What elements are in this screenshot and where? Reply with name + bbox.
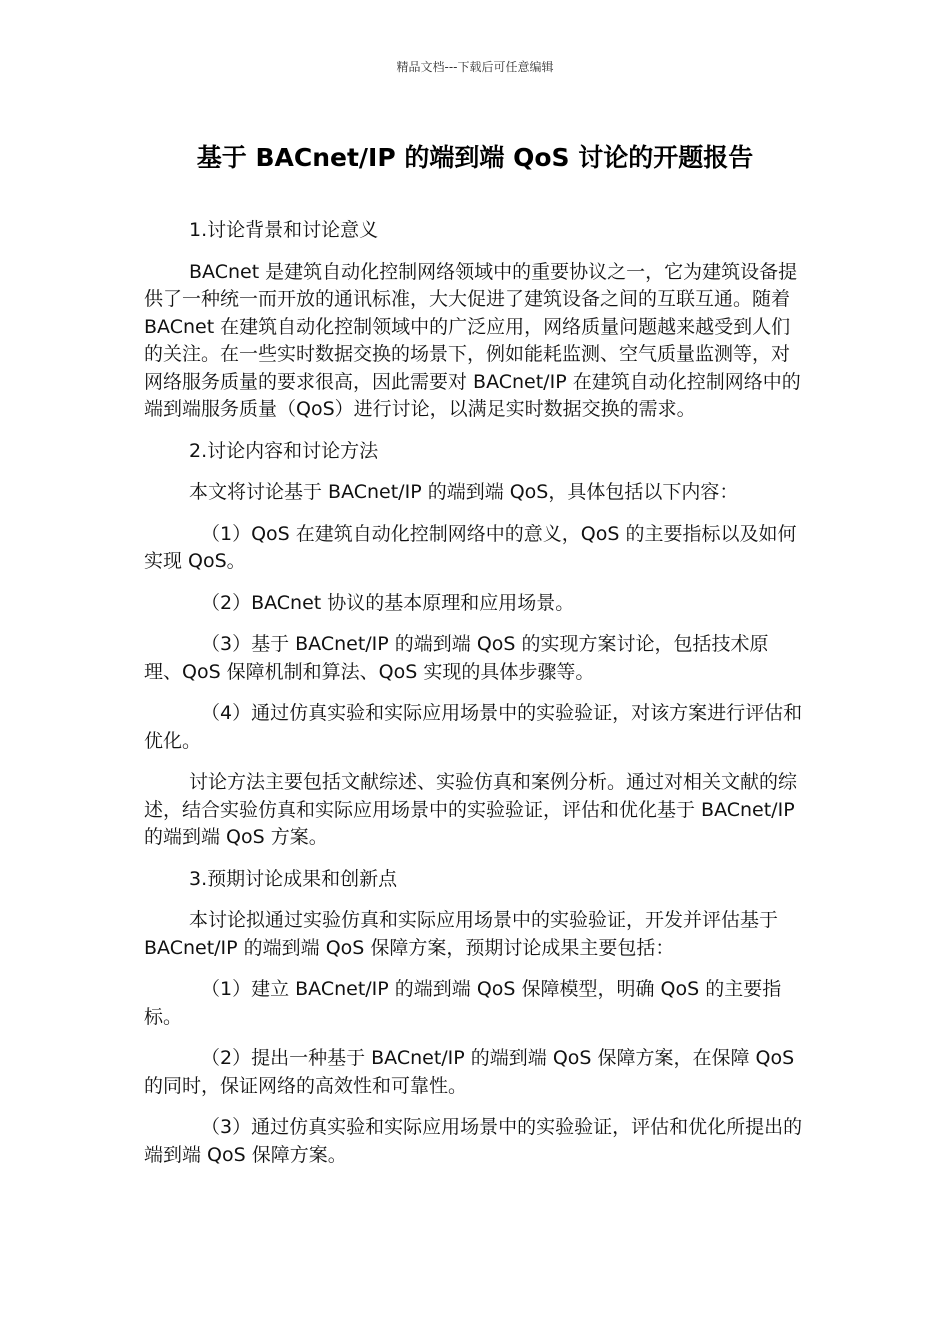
section-2-item-3: （3）基于 BACnet/IP 的端到端 QoS 的实现方案讨论，包括技术原理、QoS 保障机制和算法、QoS 实现的具体步骤等。	[144, 633, 769, 683]
section-3-item-2: （2）提出一种基于 BACnet/IP 的端到端 QoS 保障方案，在保障 QoS 的同时，保证网络的高效性和可靠性。	[144, 1047, 795, 1097]
section-3-item-3: （3）通过仿真实验和实际应用场景中的实验验证，评估和优化所提出的端到端 QoS 保障方案。	[144, 1116, 803, 1166]
section-2-intro: 本文将讨论基于 BACnet/IP 的端到端 QoS，具体包括以下内容：	[189, 481, 739, 503]
section-2-item-4: （4）通过仿真实验和实际应用场景中的实验验证，对该方案进行评估和优化。	[144, 702, 803, 752]
section-2-item-2: （2）BACnet 协议的基本原理和应用场景。	[201, 591, 575, 614]
section-heading-2: 2.讨论内容和讨论方法	[189, 439, 379, 462]
section-2-closing: 讨论方法主要包括文献综述、实验仿真和案例分析。通过对相关文献的综述，结合实验仿真和实际应用场景中的实验验证，评估和优化基于 BACnet/IP 的端到端 QoS 方案。	[144, 771, 798, 848]
document-title: 基于 BACnet/IP 的端到端 QoS 讨论的开题报告	[196, 143, 754, 172]
section-2-item-1: （1）QoS 在建筑自动化控制网络中的意义，QoS 的主要指标以及如何实现 QoS。	[144, 522, 797, 572]
section-3-item-1: （1）建立 BACnet/IP 的端到端 QoS 保障模型，明确 QoS 的主要指标。	[144, 978, 782, 1028]
section-3-intro: 本讨论拟通过实验仿真和实际应用场景中的实验验证，开发并评估基于 BACnet/IP 的端到端 QoS 保障方案，预期讨论成果主要包括：	[144, 909, 779, 959]
section-heading-3: 3.预期讨论成果和创新点	[189, 867, 398, 890]
section-heading-1: 1.讨论背景和讨论意义	[189, 219, 379, 241]
section-1-paragraph: BACnet 是建筑自动化控制网络领域中的重要协议之一，它为建筑设备提供了一种统一而开放的通讯标准，大大促进了建筑设备之间的互联互通。随着 BACnet 在建筑自动化控制领域中的广泛应用，网络质量问题越来越受到人们的关注。在一些实时数据交换的场景下，例如能耗监测、空气质量监测等，对网络服务质量的要求很高，因此需要对 BACnet/IP 在建筑自动化控制网络中的端到端服务质量（QoS）进行讨论，以满足实时数据交换的需求。	[144, 260, 801, 420]
document-body	[144, 217, 806, 1183]
header-note: 精品文档---下载后可任意编辑	[396, 60, 554, 74]
